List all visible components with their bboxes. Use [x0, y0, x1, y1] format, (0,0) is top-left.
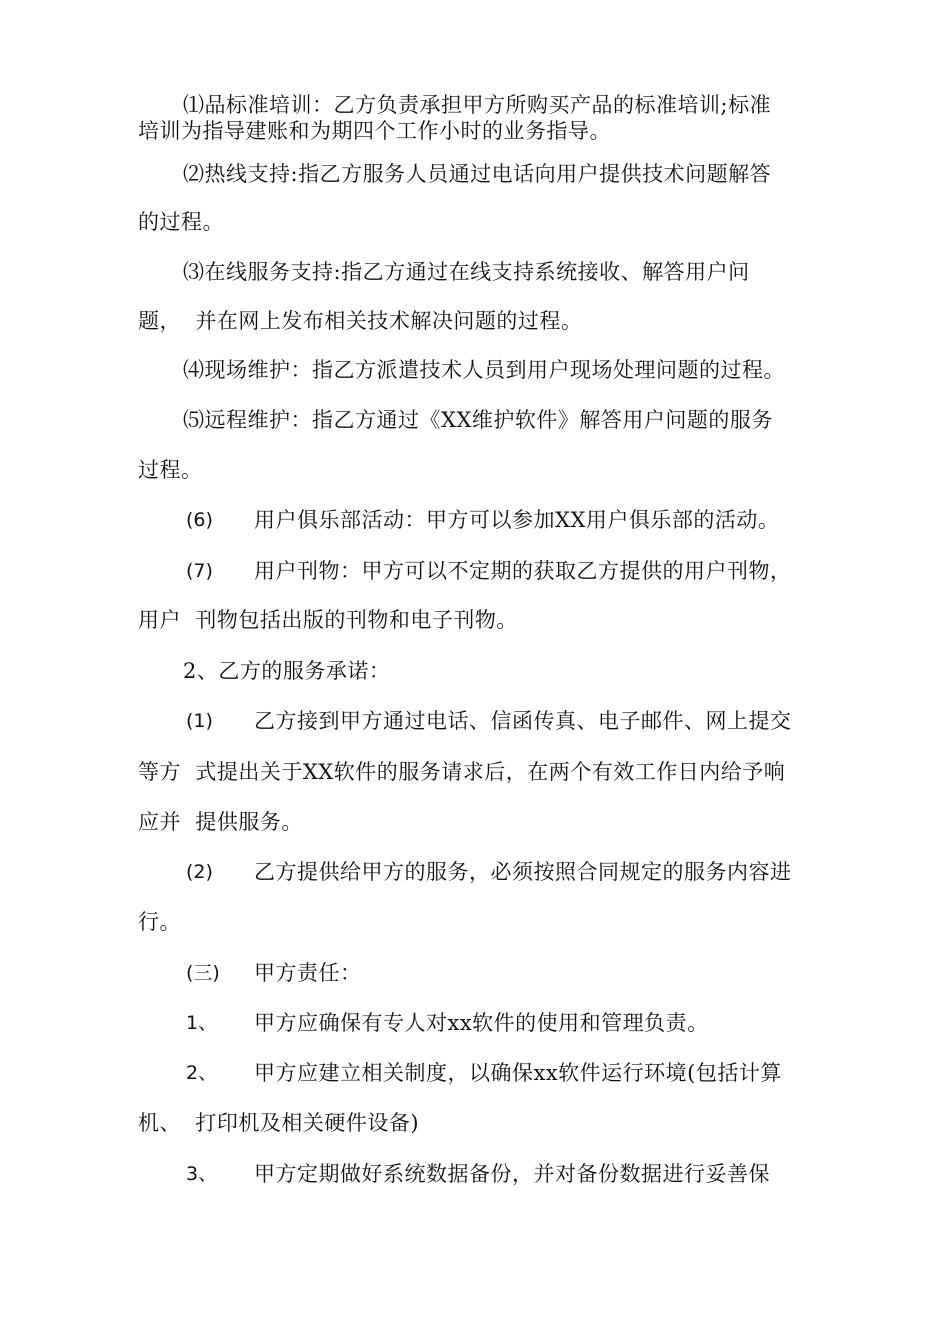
paragraph-5-line-1: ⑸远程维护：指乙方通过《XX维护软件》解答用户问题的服务 [183, 408, 773, 432]
paragraph-1-line-1: ⑴品标准培训：乙方负责承担甲方所购买产品的标准培训;标准 [183, 93, 772, 117]
section-3-item-3-line-1: 甲方定期做好系统数据备份，并对备份数据进行妥善保 [254, 1162, 770, 1186]
section-3-item-2-line-1: 甲方应建立相关制度，以确保xx软件运行环境(包括计算 [254, 1061, 782, 1085]
section-2-heading: 2、乙方的服务承诺： [183, 659, 391, 683]
paragraph-2-line-2: 的过程。 [138, 210, 224, 234]
paragraph-6-number: (6) [186, 509, 213, 531]
section-3-item-1-number: 1、 [186, 1012, 218, 1034]
paragraph-5-line-2: 过程。 [138, 458, 203, 482]
paragraph-7-line-2: 用户 刊物包括出版的刊物和电子刊物。 [138, 608, 518, 632]
section-3-number: (三) [186, 962, 220, 984]
paragraph-7-line-1: 用户刊物：甲方可以不定期的获取乙方提供的用户刊物， [254, 559, 792, 583]
section-3-heading: 甲方责任： [254, 961, 362, 985]
section-3-item-1-line-1: 甲方应确保有专人对xx软件的使用和管理负责。 [254, 1011, 709, 1035]
section-3-item-3-number: 3、 [186, 1163, 218, 1185]
paragraph-1-line-2: 培训为指导建账和为期四个工作小时的业务指导。 [138, 119, 611, 143]
section-3-item-2-number: 2、 [186, 1062, 218, 1084]
paragraph-7-number: (7) [186, 560, 213, 582]
section-2-item-1-line-2: 等方 式提出关于XX软件的服务请求后，在两个有效工作日内给予响 [138, 760, 786, 784]
section-2-item-1-number: (1) [186, 710, 213, 732]
section-2-item-1-line-3: 应并 提供服务。 [138, 810, 303, 834]
paragraph-4-line-1: ⑷现场维护：指乙方派遣技术人员到用户现场处理问题的过程。 [183, 358, 785, 382]
section-2-item-2-line-1: 乙方提供给甲方的服务，必须按照合同规定的服务内容进 [254, 860, 792, 884]
section-2-item-2-line-2: 行。 [138, 910, 181, 934]
section-2-item-1-line-1: 乙方接到甲方通过电话、信函传真、电子邮件、网上提交 [254, 709, 792, 733]
paragraph-3-line-2: 题， 并在网上发布相关技术解决问题的过程。 [138, 309, 583, 333]
paragraph-3-line-1: ⑶在线服务支持:指乙方通过在线支持系统接收、解答用户问 [183, 260, 750, 284]
section-3-item-2-line-2: 机、 打印机及相关硬件设备) [138, 1111, 420, 1135]
paragraph-2-line-1: ⑵热线支持:指乙方服务人员通过电话向用户提供技术问题解答 [183, 162, 772, 186]
paragraph-6-line-1: 用户俱乐部活动：甲方可以参加XX用户俱乐部的活动。 [254, 508, 780, 532]
section-2-item-2-number: (2) [186, 861, 213, 883]
